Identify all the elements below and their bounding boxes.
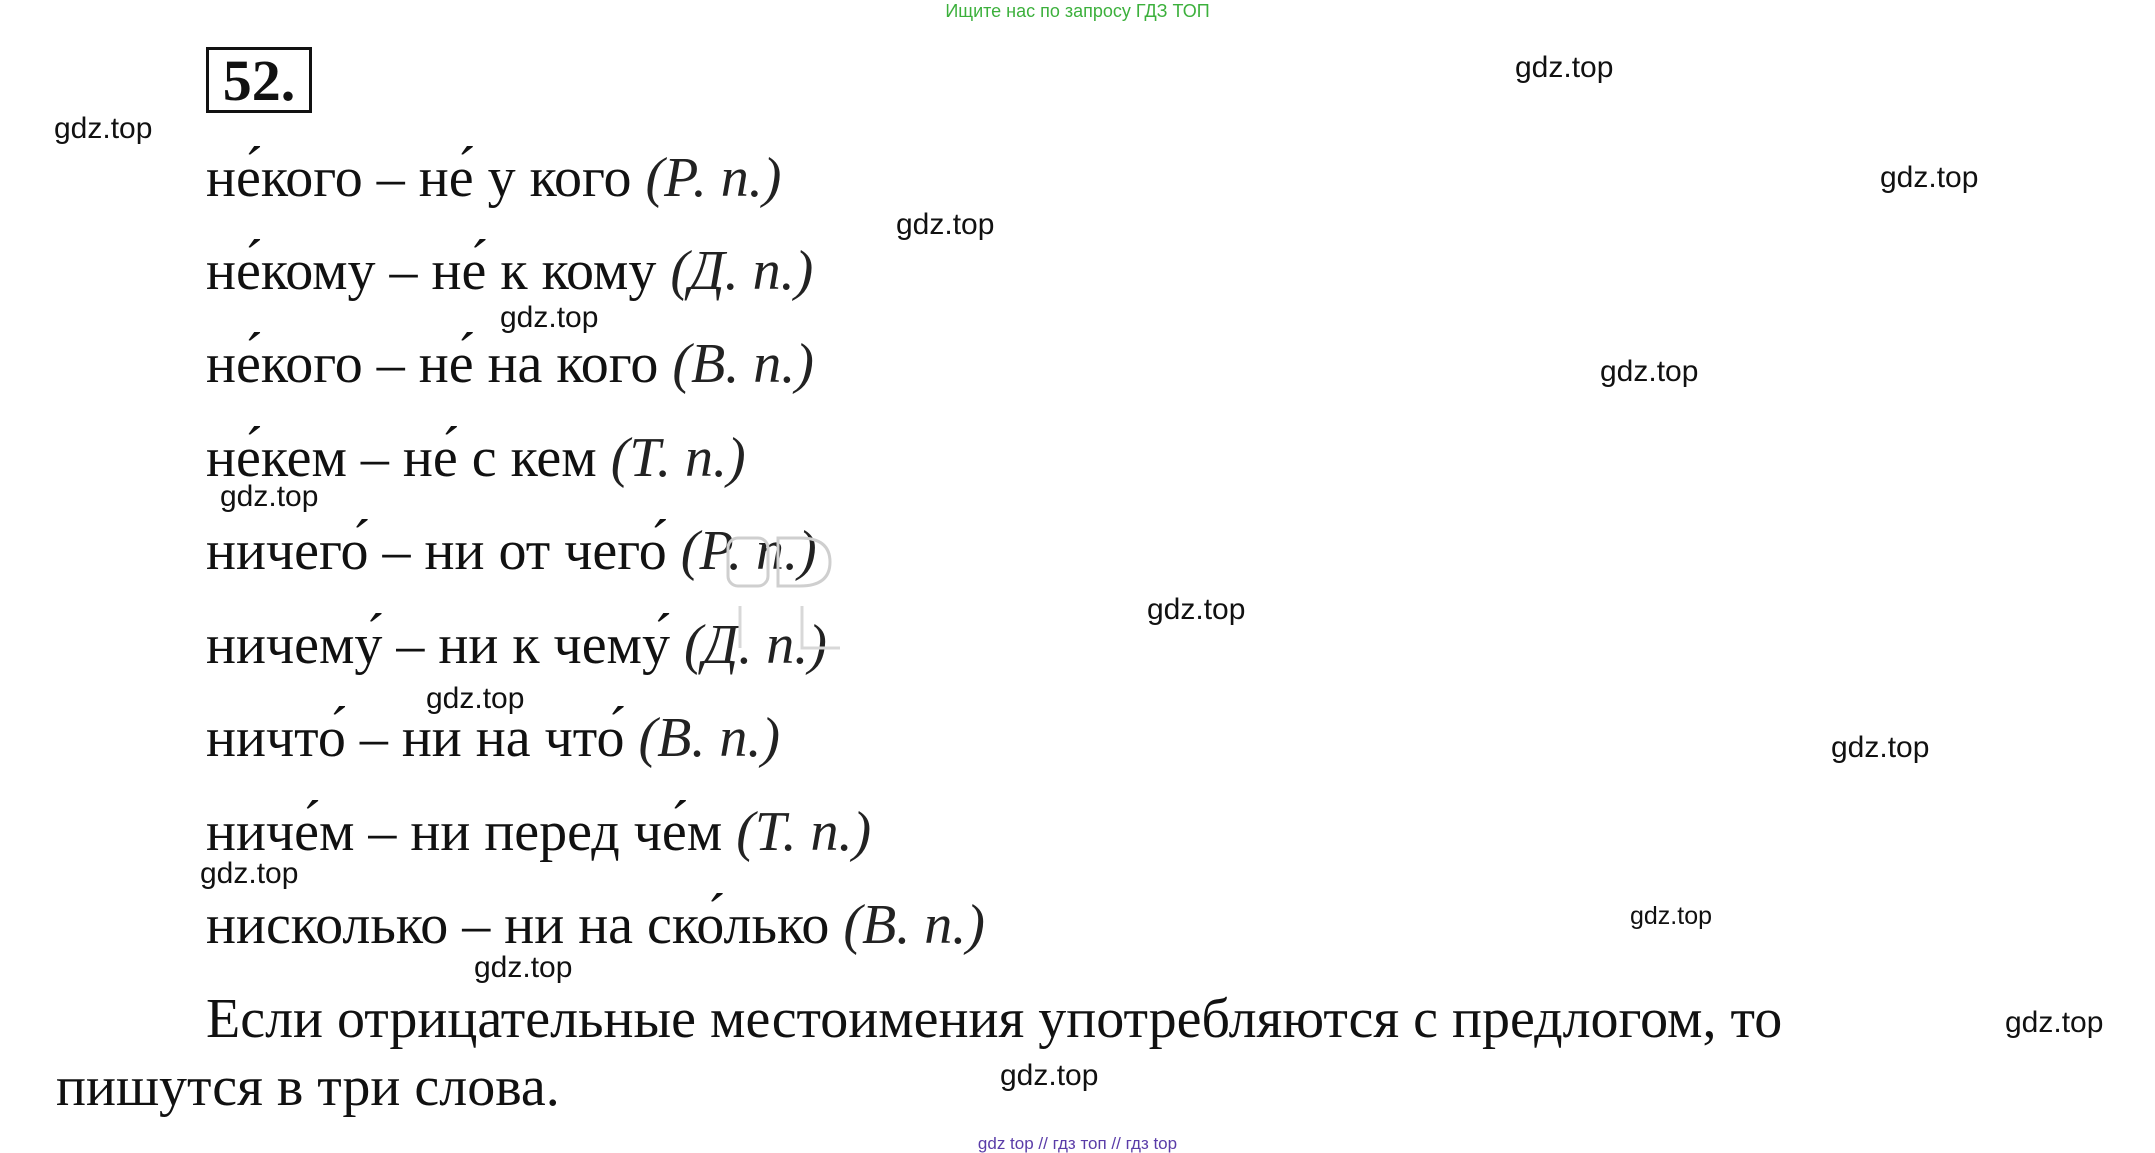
pronoun-text: ничто́ – ни на что́ <box>206 707 639 769</box>
case-label: (Д. п.) <box>684 614 827 676</box>
pronoun-line-3 <box>206 333 814 395</box>
pronoun-line-2 <box>206 240 814 302</box>
pronoun-line-1 <box>206 147 782 209</box>
rule-line-2: пишутся в три слова. <box>56 1056 560 1118</box>
pronoun-text: ниче́м – ни перед че́м <box>206 801 737 863</box>
pronoun-line-4 <box>206 427 746 489</box>
watermark: gdz.top <box>220 480 319 513</box>
watermark: gdz.top <box>1147 593 1246 626</box>
pronoun-line-7 <box>206 707 781 769</box>
watermark: gdz.top <box>1880 161 1979 194</box>
case-label: (Р. п.) <box>680 520 817 582</box>
watermark: gdz.top <box>1515 51 1614 84</box>
watermark: gdz.top <box>474 951 573 984</box>
watermark: gdz.top <box>1630 902 1713 930</box>
pronoun-text: не́кого – не́ у кого <box>206 147 646 209</box>
case-label: (В. п.) <box>843 894 985 956</box>
pronoun-line-9 <box>206 894 985 956</box>
watermark: gdz.top <box>2005 1006 2104 1039</box>
case-label: (Т. п.) <box>610 427 746 489</box>
pronoun-text: не́кого – не́ на кого <box>206 333 673 395</box>
case-label: (Т. п.) <box>736 801 872 863</box>
watermark: gdz.top <box>1600 355 1699 388</box>
pronoun-text: нисколько – ни на ско́лько <box>206 894 844 956</box>
watermark: gdz.top <box>1000 1059 1099 1092</box>
pronoun-text: не́кем – не́ с кем <box>206 427 611 489</box>
watermark: gdz.top <box>896 208 995 241</box>
case-label: (Р. п.) <box>645 147 782 209</box>
pronoun-text: не́кому – не́ к кому <box>206 240 671 302</box>
rule-line-1: Если отрицательные местоимения употребляются с предлогом, то <box>206 988 1783 1050</box>
pronoun-line-8 <box>206 801 872 863</box>
watermark: gdz.top <box>426 682 525 715</box>
case-label: (В. п.) <box>672 333 814 395</box>
watermark: gdz.top <box>500 301 599 334</box>
watermark: gdz.top <box>54 112 153 145</box>
task-number-box: 52. <box>206 47 312 113</box>
pronoun-text: ничего́ – ни от чего́ <box>206 520 681 582</box>
footer-watermark: gdz top // гдз топ // гдз top <box>977 1134 1178 1153</box>
pronoun-line-5 <box>206 520 817 582</box>
case-label: (В. п.) <box>638 707 781 769</box>
case-label: (Д. п.) <box>670 240 814 302</box>
pronoun-line-6 <box>206 614 827 676</box>
pronoun-text: ничему́ – ни к чему́ <box>206 614 684 676</box>
rule-paragraph <box>56 985 1936 1121</box>
top-banner: Ищите нас по запросу ГДЗ ТОП <box>945 1 1210 21</box>
watermark: gdz.top <box>200 857 299 890</box>
watermark: gdz.top <box>1831 731 1930 764</box>
